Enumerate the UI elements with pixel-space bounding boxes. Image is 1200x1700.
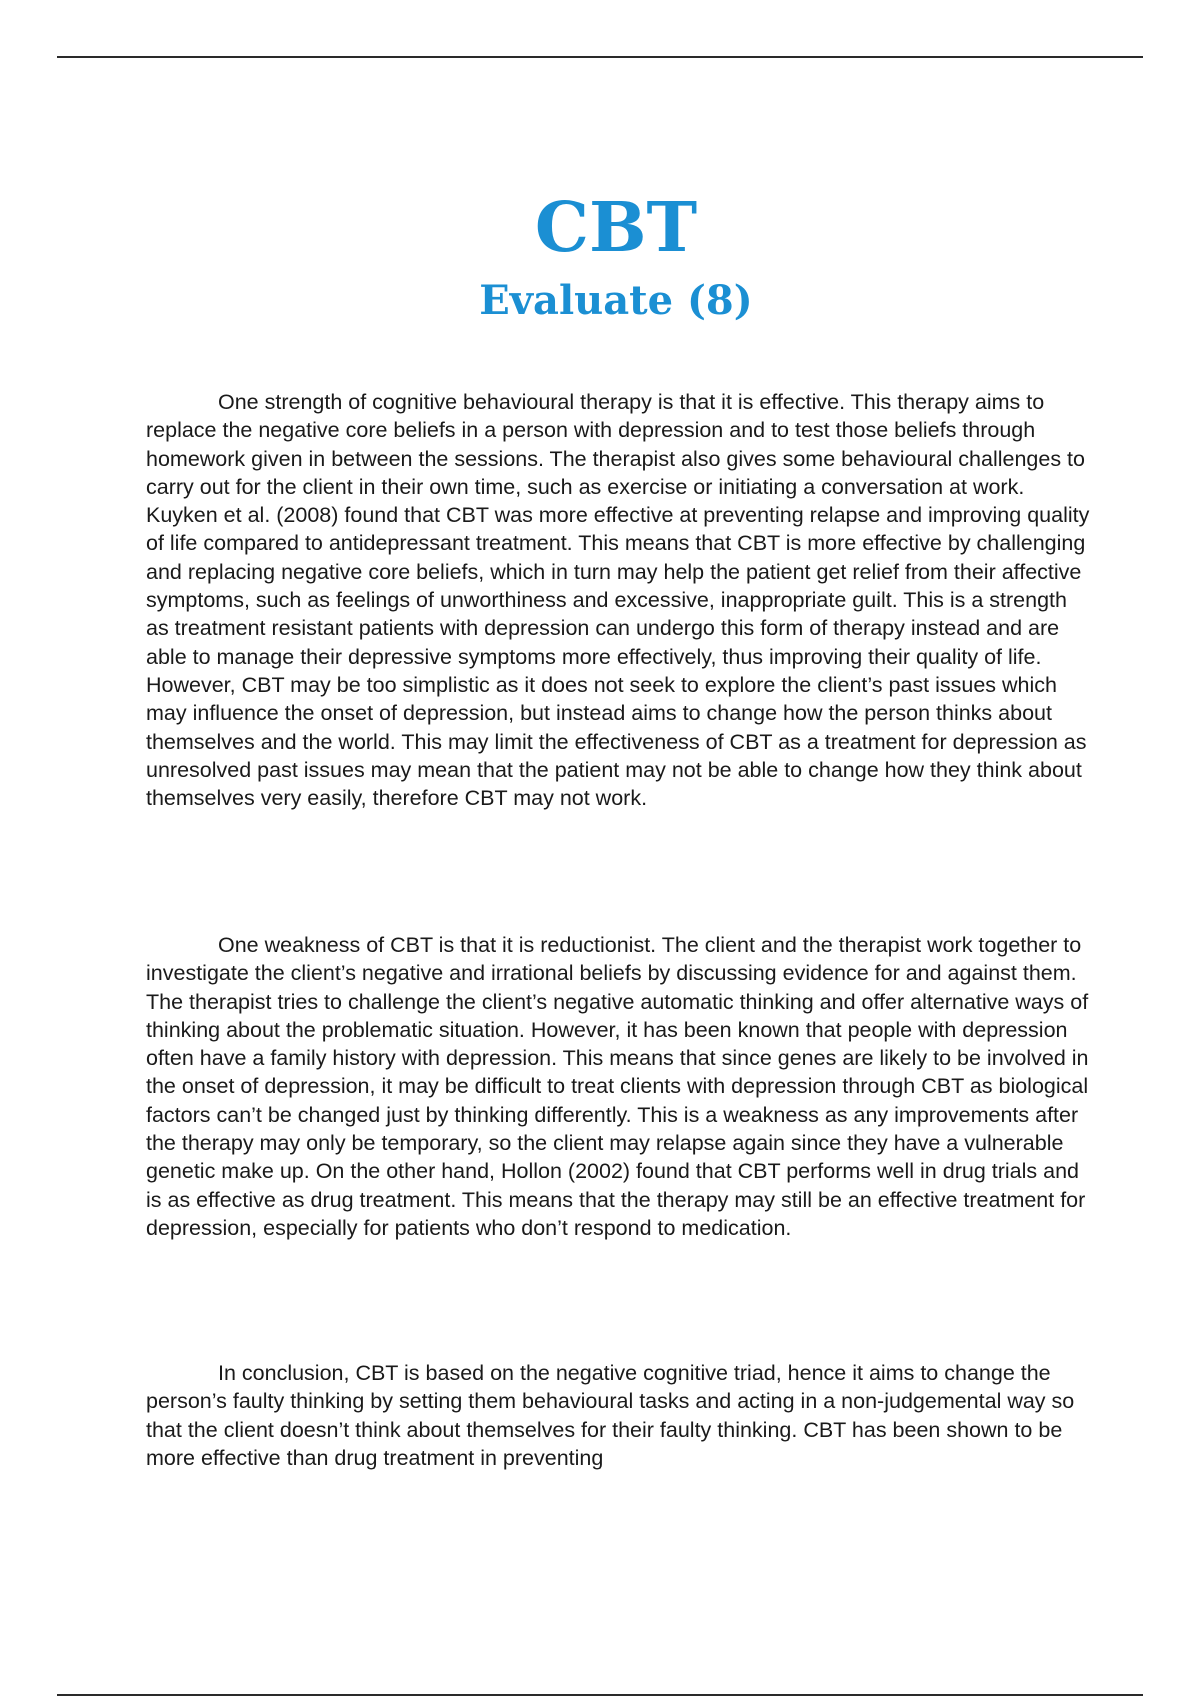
bottom-rule: [57, 1694, 1143, 1696]
paragraph-conclusion: In conclusion, CBT is based on the negative cognitive triad, hence it aims to change the person’s faulty thinking by setting them behavioural tasks and acting in a non-judgemental way so that the client doesn’t think about themselves for their faulty thinking. CBT has been shown to be more effective than drug treatment in preventing: [146, 1361, 1075, 1470]
top-rule: [57, 56, 1143, 58]
page-title: CBT: [534, 188, 698, 268]
page-subtitle: Evaluate (8): [479, 277, 753, 324]
paragraph-strength: One strength of cognitive behavioural therapy is that it is effective. This therapy aims to replace the negative core beliefs in a person with depression and to test those beliefs through homework given in between the sessions. The therapist also gives some behavioural challenges to carry out for the client in their own time, such as exercise or initiating a conversation at work. Kuyken et al. (2008) found that CBT was more effective at preventing relapse and improving quality of life compared to antidepressant treatment. This means that CBT is more effective by challenging and replacing negative core beliefs, which in turn may help the patient get relief from their affective symptoms, such as feelings of unworthiness and excessive, inappropriate guilt. This is a strength as treatment resistant patients with depression can undergo this form of therapy instead and are able to manage their depressive symptoms more effectively, thus improving their quality of life. However, CBT may be too simplistic as it does not seek to explore the client’s past issues which may influence the onset of depression, but instead aims to change how the person thinks about themselves and the world. This may limit the effectiveness of CBT as a treatment for depression as unresolved past issues may mean that the patient may not be able to change how they think about themselves very easily, therefore CBT may not work.: [146, 390, 1090, 811]
paragraph-weakness: One weakness of CBT is that it is reductionist. The client and the therapist work together to investigate the client’s negative and irrational beliefs by discussing evidence for and against them. The therapist tries to challenge the client’s negative automatic thinking and offer alternative ways of thinking about the problematic situation. However, it has been known that people with depression often have a family history with depression. This means that since genes are likely to be involved in the onset of depression, it may be difficult to treat clients with depression through CBT as biological factors can’t be changed just by thinking differently. This is a weakness as any improvements after the therapy may only be temporary, so the client may relapse again since they have a vulnerable genetic make up. On the other hand, Hollon (2002) found that CBT performs well in drug trials and is as effective as drug treatment. This means that the therapy may still be an effective treatment for depression, especially for patients who don’t respond to medication.: [146, 933, 1089, 1240]
